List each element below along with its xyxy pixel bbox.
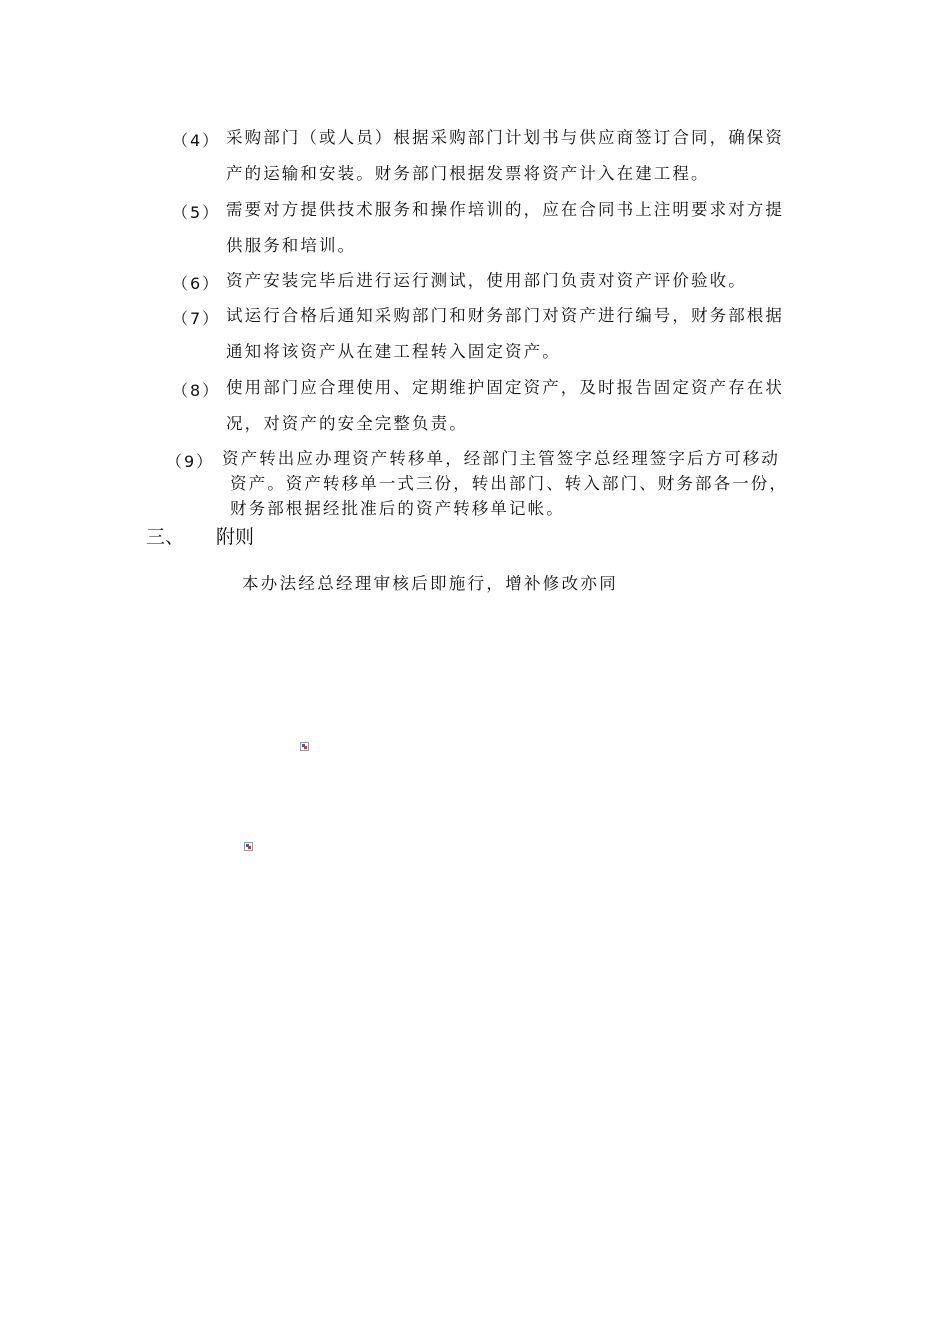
- section-title: 附则: [216, 526, 255, 548]
- item-line: 供服务和培训。: [226, 236, 357, 255]
- item-line: 资产转出应办理资产转移单，经部门主管签字总经理签字后方可移动: [222, 449, 780, 468]
- item-line: 需要对方提供技术服务和操作培训的，应在合同书上注明要求对方提: [226, 200, 784, 219]
- item-line: 通知将该资产从在建工程转入固定资产。: [226, 342, 561, 361]
- item-line: 况，对资产的安全完整负责。: [226, 414, 468, 433]
- item-number: （4）: [172, 131, 221, 150]
- item-number: （9）: [166, 452, 215, 471]
- item-line: 采购部门（或人员）根据采购部门计划书与供应商签订合同，确保资: [226, 128, 784, 147]
- item-line: 产的运输和安装。财务部门根据发票将资产计入在建工程。: [226, 164, 710, 183]
- item-number: （6）: [172, 274, 221, 293]
- item-line: 使用部门应合理使用、定期维护固定资产，及时报告固定资产存在状: [226, 378, 784, 397]
- item-number: （5）: [172, 203, 221, 222]
- item-line: 试运行合格后通知采购部门和财务部门对资产进行编号，财务部根据: [226, 306, 784, 325]
- item-number: （7）: [172, 309, 221, 328]
- item-line: 财务部根据经批准后的资产转移单记帐。: [230, 499, 565, 518]
- item-line: 资产。资产转移单一式三份，转出部门、转入部门、财务部各一份，: [230, 474, 788, 493]
- item-line: 资产安装完毕后进行运行测试，使用部门负责对资产评价验收。: [226, 271, 747, 290]
- broken-image-icon: [300, 742, 309, 751]
- section-number: 三、: [146, 526, 185, 548]
- broken-image-icon: [244, 842, 253, 851]
- closing-text: 本办法经总经理审核后即施行，增补修改亦同: [242, 574, 618, 593]
- item-number: （8）: [172, 381, 221, 400]
